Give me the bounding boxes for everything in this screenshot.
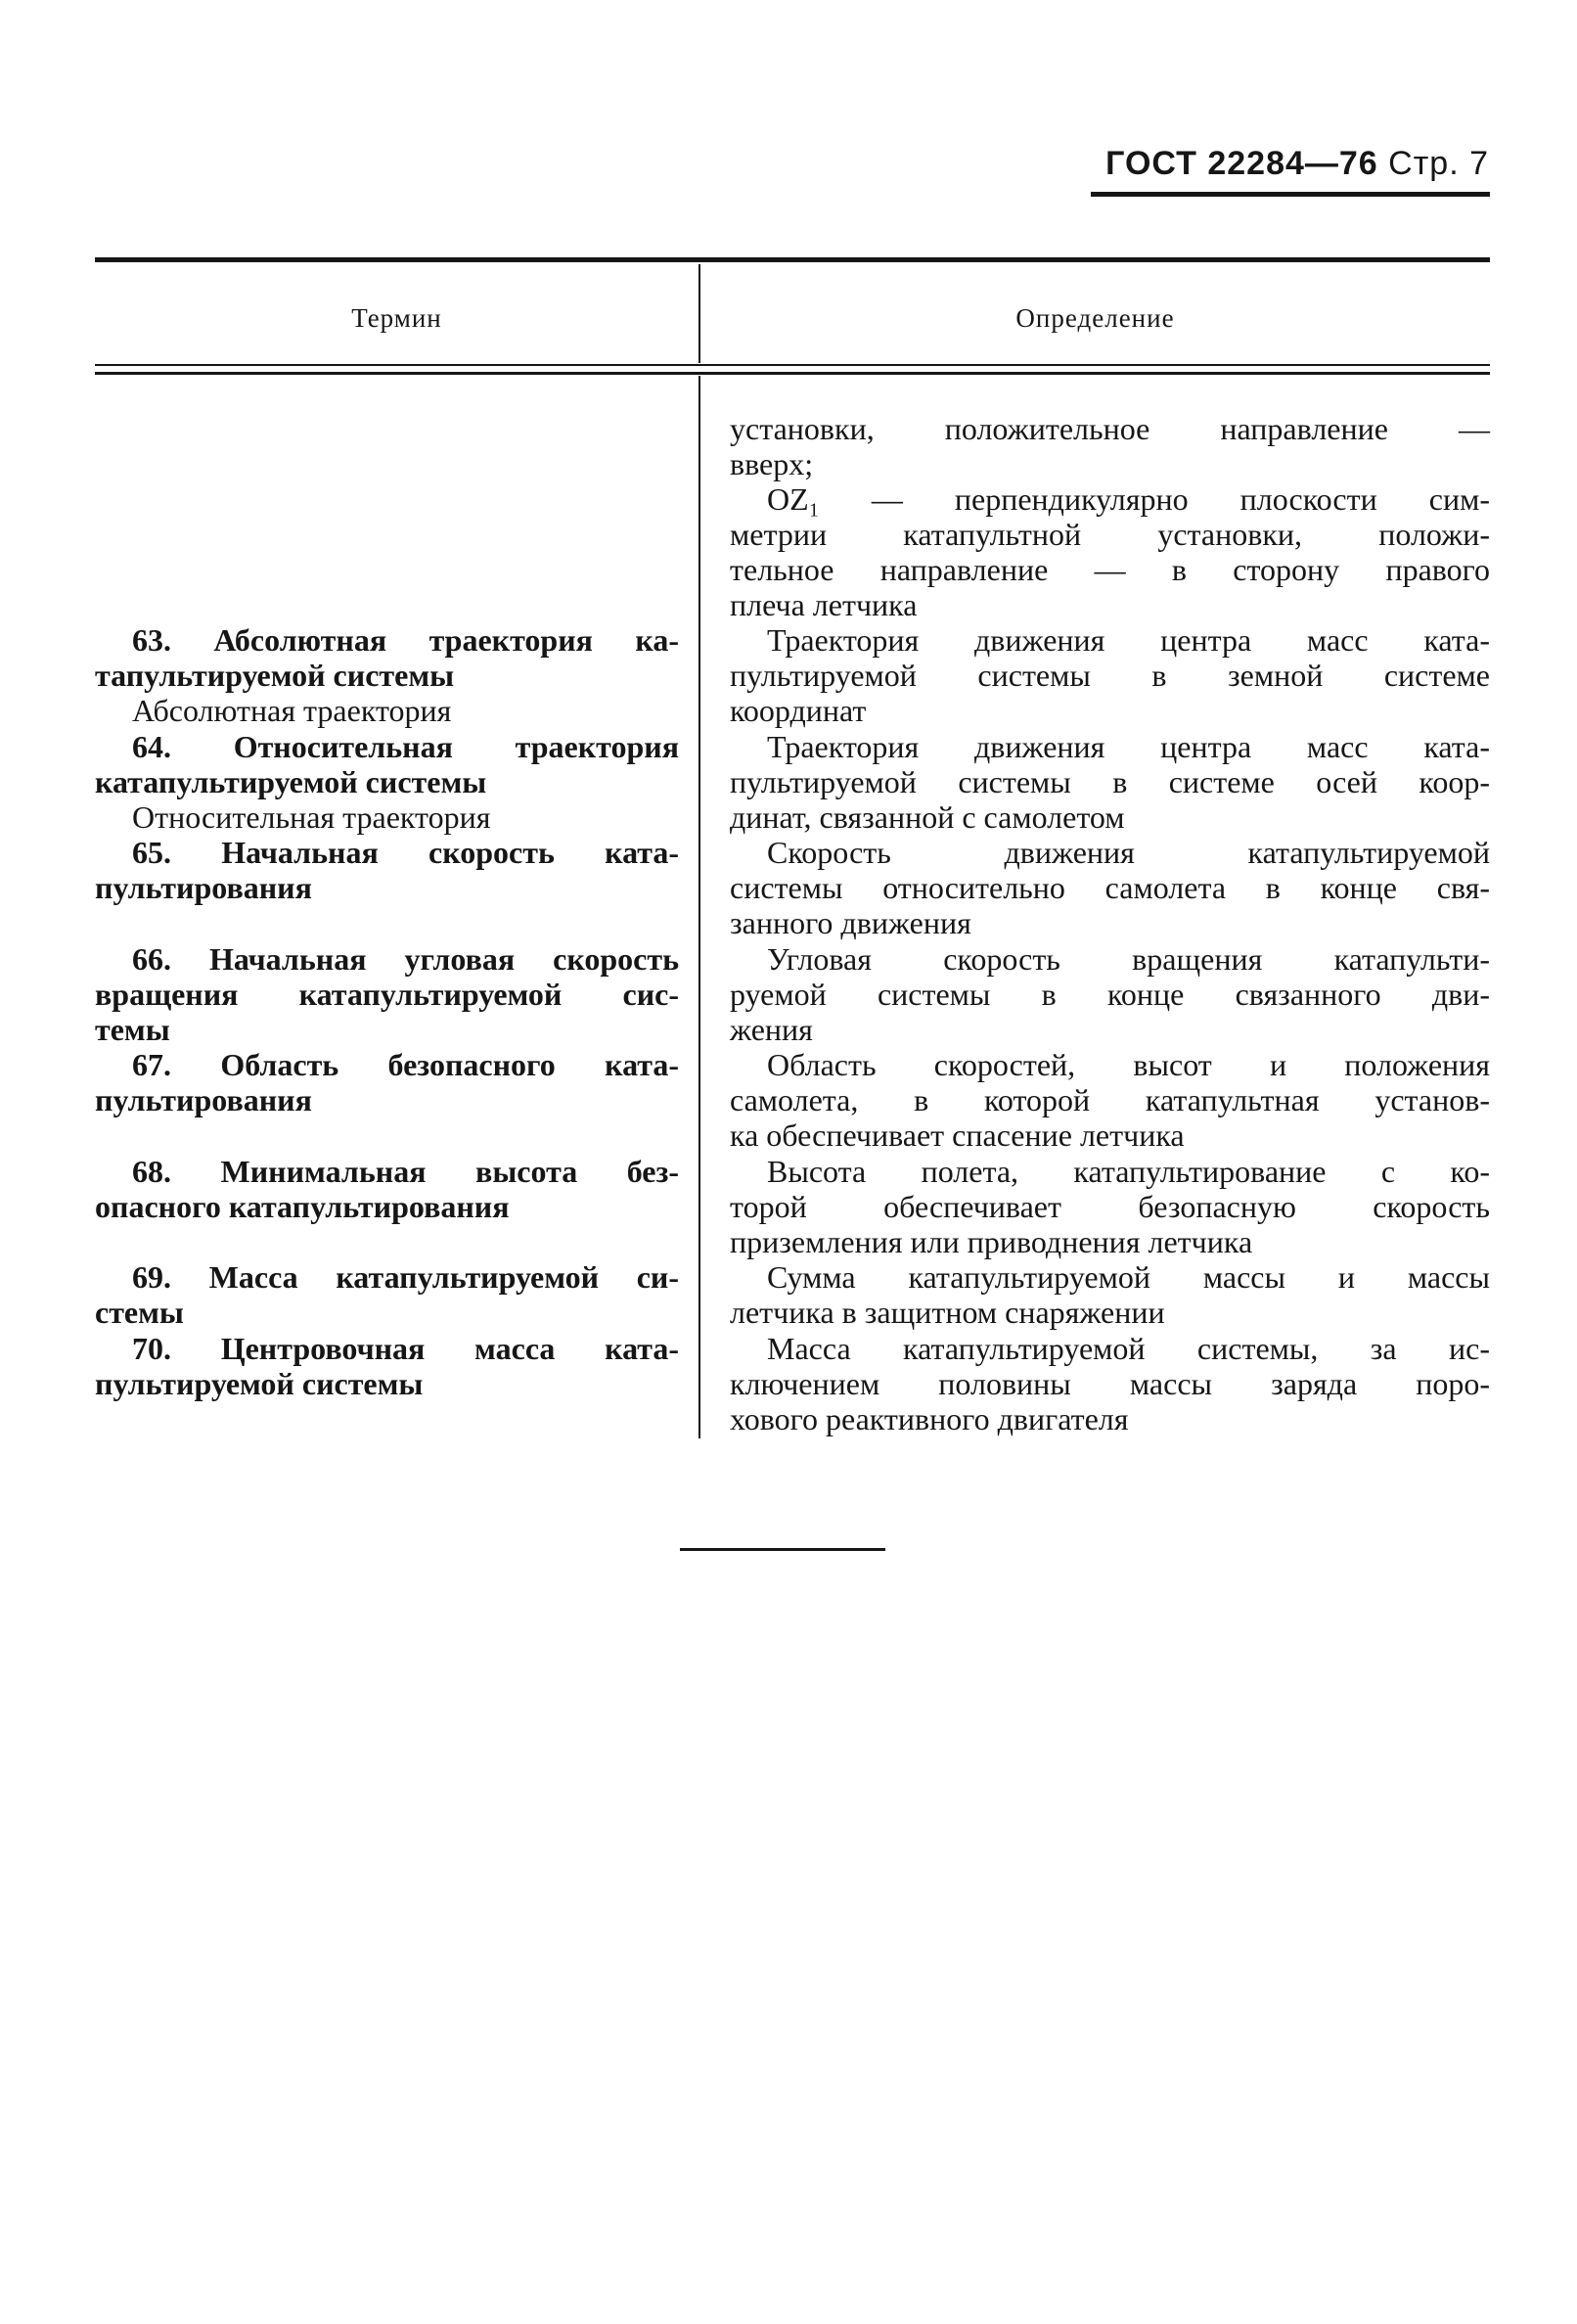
text-line: 63. Абсолютная траектория ка-: [132, 622, 679, 658]
term-entry: [95, 622, 679, 728]
text-line: Траектория движения центра масс ката-: [767, 622, 1490, 658]
text-line: тельное направление — в сторону правого: [730, 552, 1490, 587]
text-line: вращения катапультируемой сис-: [95, 977, 679, 1012]
term-entry: [95, 1331, 679, 1401]
text-line: летчика в защитном снаряжении: [730, 1295, 1165, 1330]
text-line: стемы: [95, 1295, 184, 1330]
text-line: приземления или приводнения летчика: [730, 1224, 1253, 1259]
definition-entry: [730, 1331, 1490, 1436]
text-line: Абсолютная траектория: [132, 693, 452, 728]
definition-entry: [730, 835, 1490, 940]
text-line: 70. Центровочная масса ката-: [132, 1331, 679, 1366]
definition-entry: [730, 1259, 1490, 1330]
body-column-divider: [698, 376, 700, 1438]
text-line: пультирования: [95, 870, 312, 905]
text-line: установки, положительное направление —: [730, 411, 1490, 446]
text-line: Масса катапультируемой системы, за ис-: [767, 1331, 1490, 1366]
term-entry: [95, 1154, 679, 1224]
text-line: пультируемой системы в системе осей коор-: [730, 764, 1490, 799]
text-line: 67. Область безопасного ката-: [132, 1047, 679, 1082]
page-header: [1105, 145, 1489, 183]
text-line: руемой системы в конце связанного дви-: [730, 977, 1490, 1012]
text-line: вверх;: [730, 446, 814, 481]
definition-entry: [730, 1154, 1490, 1259]
text-line: торой обеспечивает безопасную скорость: [730, 1189, 1490, 1224]
end-of-table-mark: [680, 1548, 885, 1551]
text-line: Высота полета, катапультирование с ко-: [767, 1154, 1490, 1189]
term-entry: [95, 729, 679, 835]
column-header-term: Термин: [351, 303, 442, 333]
text-line: координат: [730, 693, 867, 728]
term-entry: [95, 835, 679, 905]
text-line: пультирования: [95, 1082, 312, 1117]
text-line: 64. Относительная траектория: [132, 729, 679, 764]
text-line: Сумма катапультируемой массы и массы: [767, 1259, 1490, 1295]
text-line: хового реактивного двигателя: [730, 1401, 1129, 1436]
text-line: 69. Масса катапультируемой си-: [132, 1259, 679, 1295]
text-line: 68. Минимальная высота без-: [132, 1154, 679, 1189]
text-line: динат, связанной с самолетом: [730, 799, 1125, 835]
term-entry: [95, 941, 679, 1047]
table-header-rule-1: [95, 364, 1490, 366]
text-line: 66. Начальная угловая скорость: [132, 941, 679, 977]
text-line: катапультируемой системы: [95, 764, 487, 799]
term-entry: [95, 1047, 679, 1117]
text-line: Траектория движения центра масс ката-: [767, 729, 1490, 764]
definition-continuation: [730, 411, 1490, 622]
definition-entry: [730, 941, 1490, 1047]
text-line: ка обеспечивает спасение летчика: [730, 1117, 1185, 1153]
document-id: ГОСТ 22284—76: [1105, 145, 1378, 182]
text-line: Скорость движения катапультируемой: [767, 835, 1490, 870]
column-header-definition: Определение: [1015, 303, 1175, 333]
text-line: пультируемой системы: [95, 1366, 424, 1401]
definition-entry: [730, 729, 1490, 835]
text-line: пультируемой системы в земной системе: [730, 658, 1490, 693]
text-line: Относительная траектория: [132, 799, 491, 835]
term-entry: [95, 1259, 679, 1330]
page-number: Стр. 7: [1388, 145, 1489, 182]
text-line: ключением половины массы заряда поро-: [730, 1366, 1490, 1401]
text-line: тапультируемой системы: [95, 658, 455, 693]
text-line: 65. Начальная скорость ката-: [132, 835, 679, 870]
text-line: занного движения: [730, 905, 971, 940]
text-line: жения: [730, 1012, 813, 1047]
definition-entry: [730, 1047, 1490, 1153]
text-line: OZ₁ — перпендикулярно плоскости сим-: [767, 481, 1490, 517]
table-header-rule-2: [95, 372, 1490, 375]
text-line: опасного катапультирования: [95, 1189, 510, 1224]
header-underline: [1091, 192, 1490, 197]
text-line: плеча летчика: [730, 587, 918, 622]
table-top-rule: [95, 257, 1490, 262]
text-line: системы относительно самолета в конце свя-: [730, 870, 1490, 905]
text-line: метрии катапультной установки, положи-: [730, 517, 1490, 552]
text-line: Угловая скорость вращения катапульти-: [767, 941, 1490, 977]
text-line: Область скоростей, высот и положения: [767, 1047, 1490, 1082]
text-line: самолета, в которой катапультная установ-: [730, 1082, 1490, 1117]
definition-entry: [730, 622, 1490, 728]
text-line: темы: [95, 1012, 170, 1047]
